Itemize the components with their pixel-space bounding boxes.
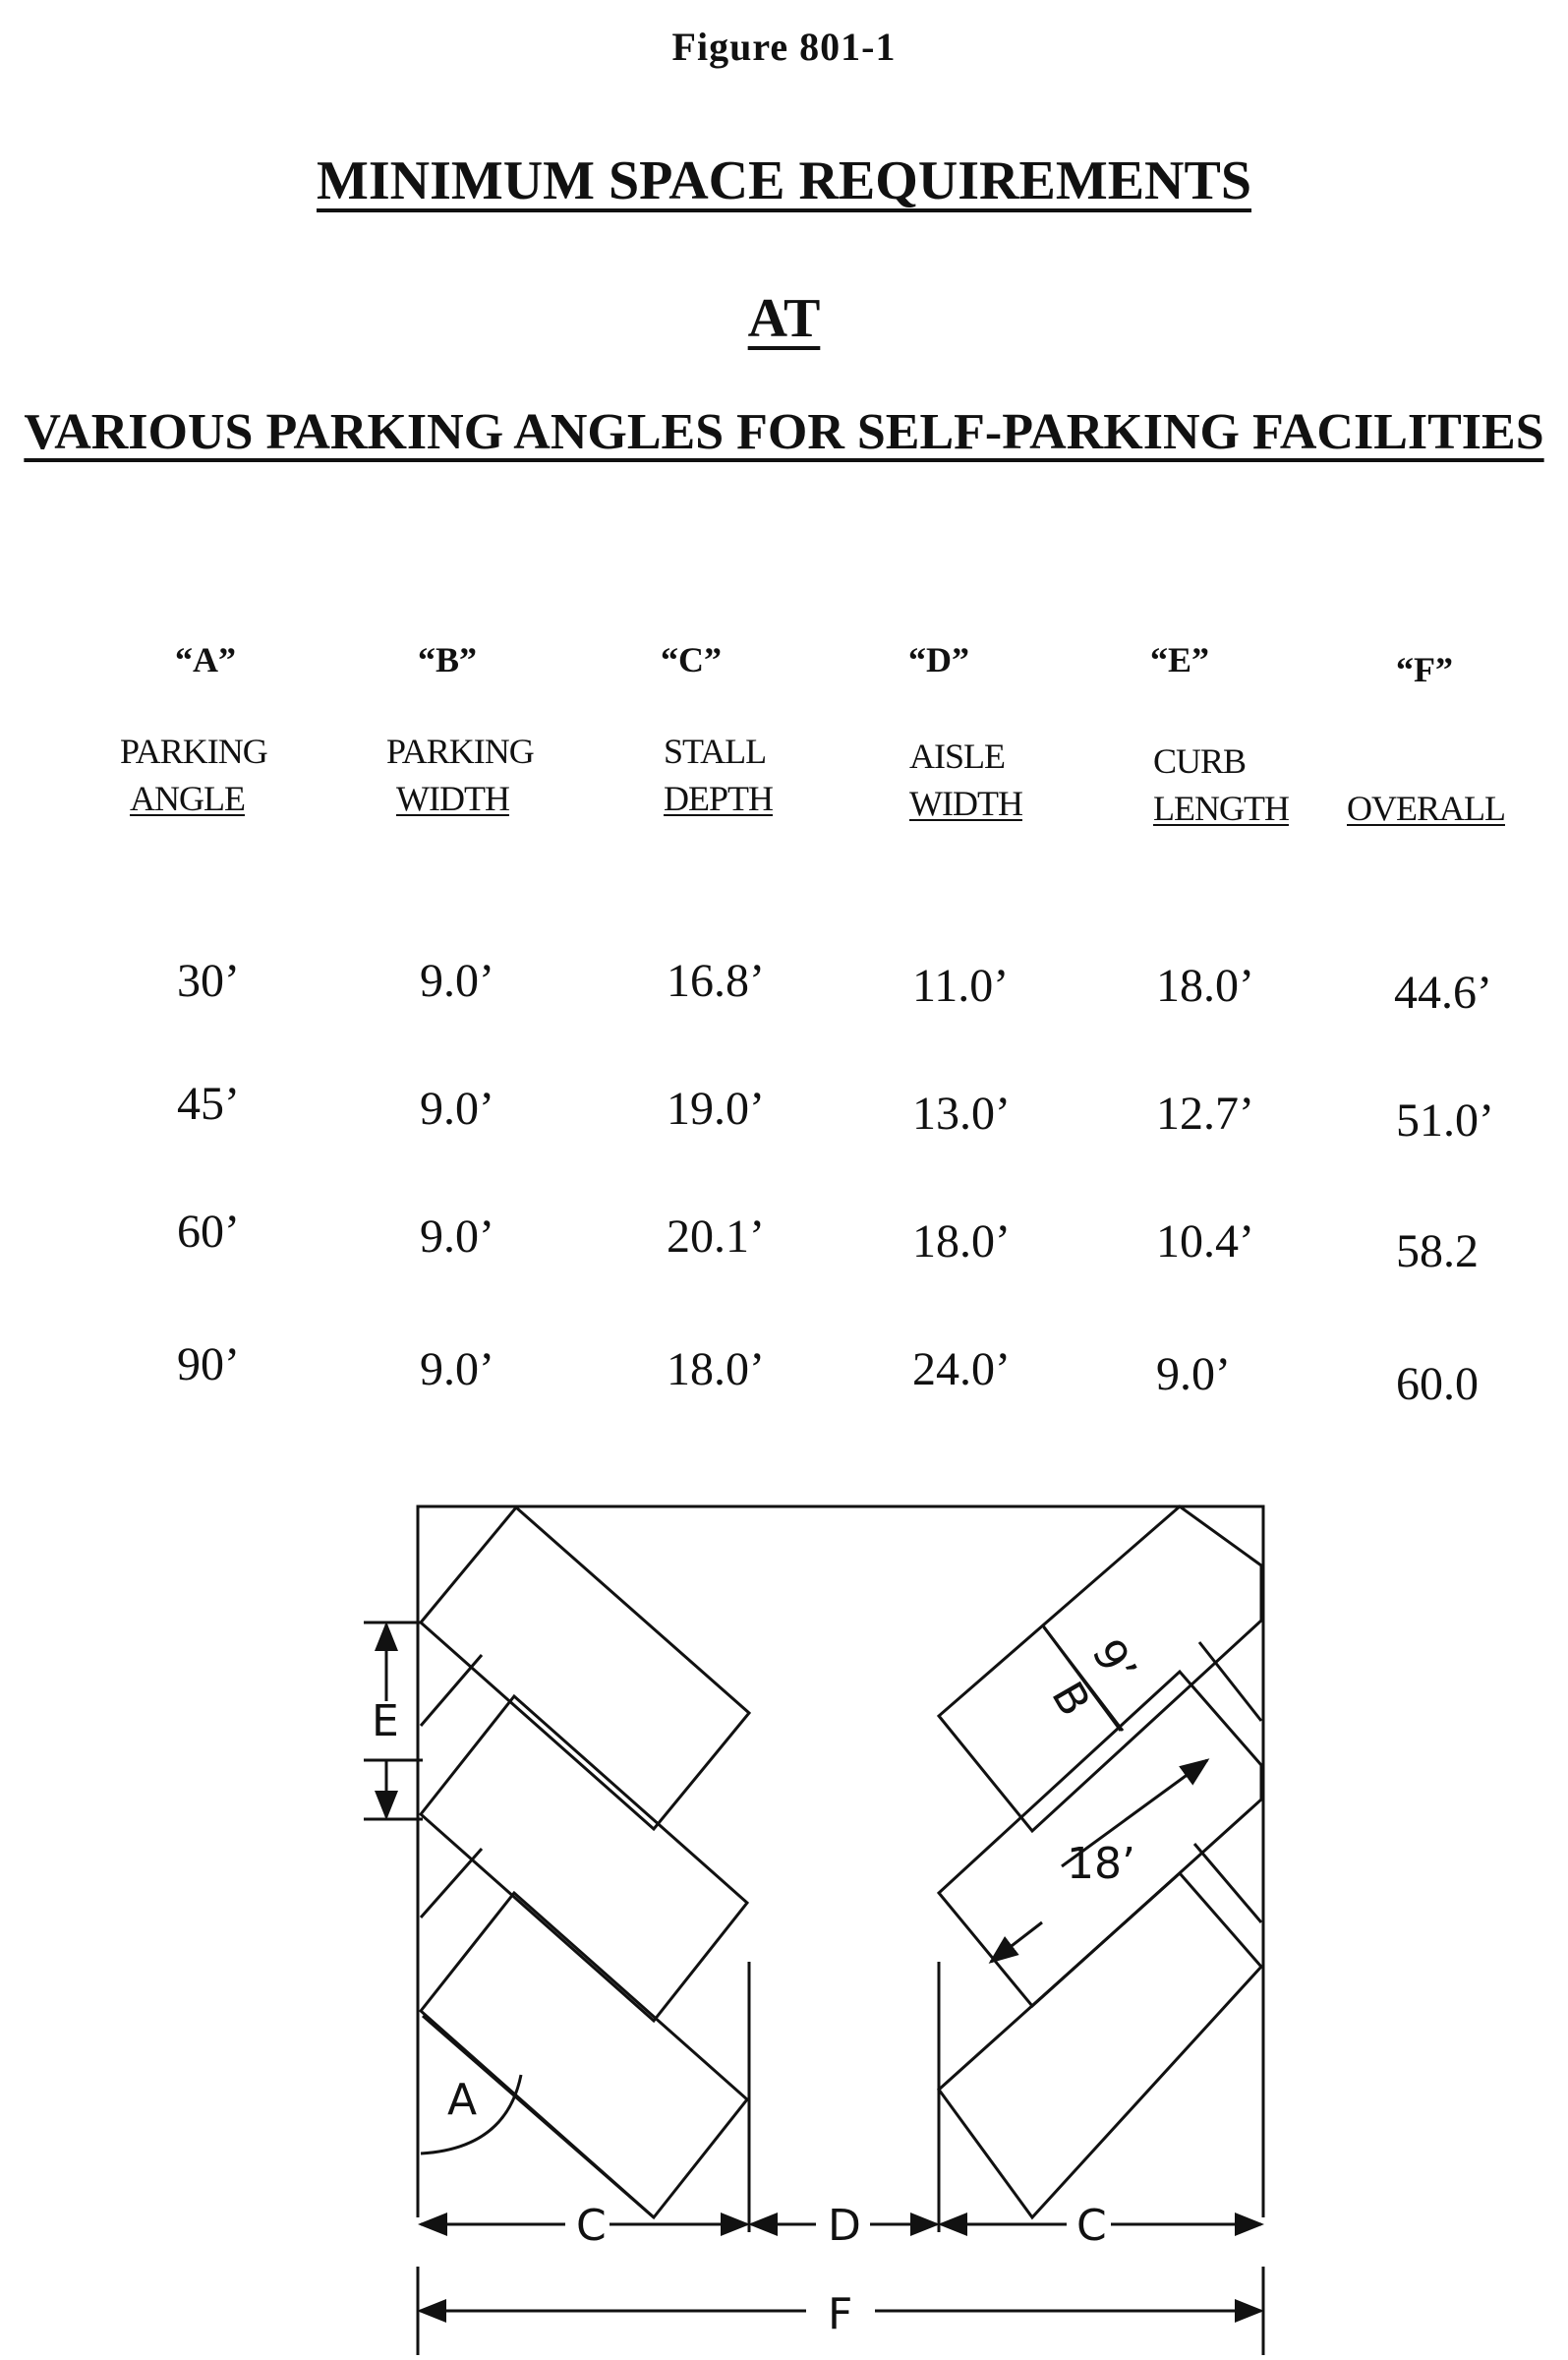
cell-r1-width: 9.0’: [420, 955, 494, 1007]
title-line-1: MINIMUM SPACE REQUIREMENTS: [317, 150, 1251, 211]
cell-r4-curb: 9.0’: [1156, 1348, 1231, 1400]
col-header-a-line1: PARKING: [120, 732, 267, 771]
dim-18-arrow-b: [991, 1922, 1042, 1962]
col-key-c: “C”: [661, 640, 722, 679]
col-key-b: “B”: [418, 640, 478, 679]
cell-r1-angle: 30’: [177, 955, 240, 1007]
col-header-aisle-width: [909, 733, 1022, 827]
col-key-f: “F”: [1396, 650, 1453, 689]
col-header-c-line2: DEPTH: [664, 779, 773, 818]
cell-r1-overall: 44.6’: [1394, 967, 1492, 1019]
col-key-d: “D”: [908, 640, 969, 679]
label-d: D: [828, 2201, 861, 2251]
label-e: E: [372, 1696, 399, 1746]
col-header-d-line2: WIDTH: [909, 784, 1022, 823]
col-header-overall: [1347, 738, 1505, 832]
title-line-3: VARIOUS PARKING ANGLES FOR SELF-PARKING FACILITIES: [24, 404, 1544, 460]
col-header-e-line1: CURB: [1153, 741, 1247, 781]
cell-r2-curb: 12.7’: [1156, 1088, 1254, 1140]
col-header-d-line1: AISLE: [909, 737, 1005, 776]
col-header-b-line2: WIDTH: [396, 779, 509, 818]
cell-r2-width: 9.0’: [420, 1083, 494, 1135]
col-header-parking-width: [386, 728, 534, 822]
figure-label: Figure 801-1: [671, 25, 897, 69]
label-f: F: [828, 2289, 853, 2339]
cell-r3-curb: 10.4’: [1156, 1215, 1254, 1268]
cell-r1-aisle: 11.0’: [912, 960, 1010, 1012]
col-header-b-line1: PARKING: [386, 732, 534, 771]
cell-r3-width: 9.0’: [420, 1210, 494, 1263]
cell-r3-aisle: 18.0’: [912, 1215, 1011, 1268]
cell-r4-aisle: 24.0’: [912, 1343, 1011, 1395]
col-header-f-line2: OVERALL: [1347, 789, 1505, 828]
col-header-c-line1: STALL: [664, 732, 767, 771]
stall-left-2: [421, 1696, 747, 2021]
col-header-curb-length: [1153, 738, 1289, 832]
stall-right-3: [939, 1873, 1261, 2217]
cell-r2-depth: 19.0’: [667, 1083, 765, 1135]
label-c-left: C: [576, 2201, 607, 2251]
cell-r1-curb: 18.0’: [1156, 960, 1254, 1012]
label-9-feet: 9’: [1081, 1630, 1146, 1692]
cell-r4-overall: 60.0: [1396, 1358, 1479, 1410]
label-c-right: C: [1076, 2201, 1107, 2251]
cell-r2-angle: 45’: [177, 1078, 240, 1130]
cell-r3-angle: 60’: [177, 1206, 240, 1258]
col-header-parking-angle: [120, 728, 267, 822]
cell-r4-angle: 90’: [177, 1338, 240, 1390]
col-header-stall-depth: [664, 728, 773, 822]
right-curb-line-2: [1194, 1844, 1261, 1922]
col-key-e: “E”: [1150, 640, 1210, 679]
col-header-f-line1: [1347, 738, 1484, 785]
title-line-2: AT: [747, 288, 821, 349]
cell-r2-overall: 51.0’: [1396, 1094, 1494, 1147]
label-b: B: [1041, 1674, 1100, 1725]
col-header-a-line2: ANGLE: [130, 779, 245, 818]
cell-r4-depth: 18.0’: [667, 1343, 765, 1395]
right-curb-line-1: [1199, 1642, 1261, 1721]
lot-boundary-left: [418, 1506, 1263, 2217]
cell-r1-depth: 16.8’: [667, 955, 765, 1007]
label-18-feet: 18’: [1067, 1839, 1135, 1889]
left-curb-line-2: [421, 1849, 482, 1918]
label-a: A: [447, 2075, 478, 2125]
left-curb-line-1: [421, 1655, 482, 1726]
cell-r3-depth: 20.1’: [667, 1210, 765, 1263]
cell-r2-aisle: 13.0’: [912, 1088, 1011, 1140]
col-header-e-line2: LENGTH: [1153, 789, 1289, 828]
cell-r3-overall: 58.2: [1396, 1225, 1479, 1277]
cell-r4-width: 9.0’: [420, 1343, 494, 1395]
parking-layout-diagram: [0, 1465, 1568, 2360]
col-key-a: “A”: [175, 640, 236, 679]
